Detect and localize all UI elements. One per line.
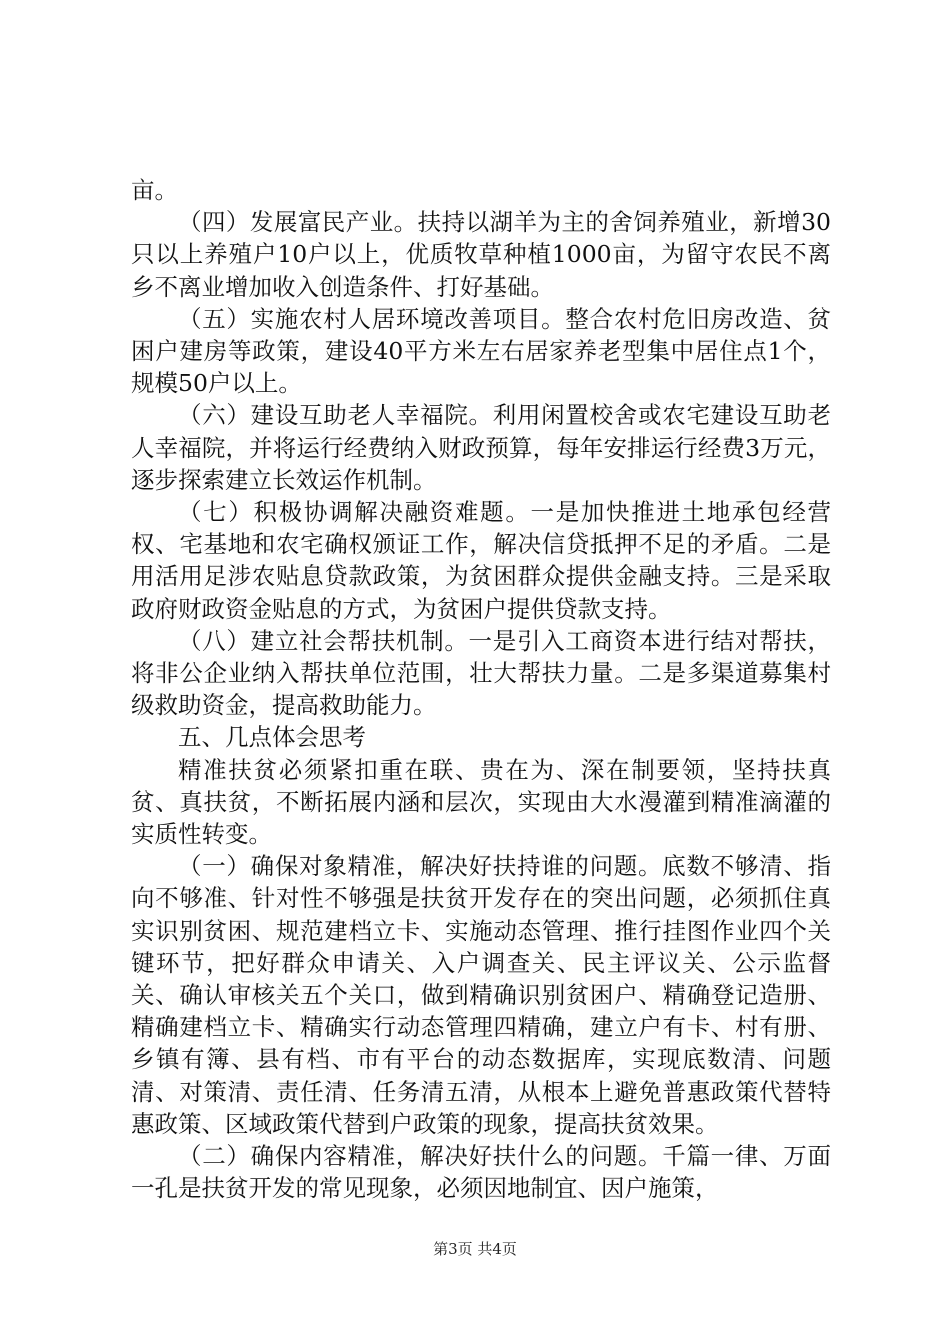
- paragraph: （四）发展富民产业。扶持以湖羊为主的舍饲养殖业，新增30只以上养殖户10户以上，优质牧草种植1000亩，为留守农民不离乡不离业增加收入创造条件、打好基础。: [131, 208, 831, 301]
- paragraph: （五）实施农村人居环境改善项目。整合农村危旧房改造、贫困户建房等政策，建设40平方米左右居家养老型集中居住点1个，规模50户以上。: [131, 304, 831, 398]
- page-footer: 第3页 共4页: [433, 1240, 517, 1258]
- paragraph: （一）确保对象精准，解决好扶持谁的问题。底数不够清、指向不够准、针对性不够强是扶贫开发存在的突出问题，必须抓住真实识别贫困、规范建档立卡、实施动态管理、推行挂图作业四个关键环节，把好群众申请关、入户调查关、民主评议关、公示监督关、确认审核关五个关口，做到精确识别贫困户、精确登记造册、精确建档立卡、精确实行动态管理四精确，建立户有卡、村有册、乡镇有簿、县有档、市有平台的动态数据库，实现底数清、问题清、对策清、责任清、任务清五清，从根本上避免普惠政策代替特惠政策、区域政策代替到户政策的现象，提高扶贫效果。: [131, 852, 831, 1138]
- paragraph: 五、几点体会思考: [178, 723, 366, 752]
- paragraph: （二）确保内容精准，解决好扶什么的问题。千篇一律、万面一孔是扶贫开发的常见现象，必须因地制宜、因户施策，: [131, 1142, 831, 1203]
- paragraph: （六）建设互助老人幸福院。利用闲置校舍或农宅建设互助老人幸福院，并将运行经费纳入财政预算，每年安排运行经费3万元，逐步探索建立长效运作机制。: [131, 401, 831, 494]
- paragraph: 精准扶贫必须紧扣重在联、贵在为、深在制要领，坚持扶真贫、真扶贫，不断拓展内涵和层次，实现由大水漫灌到精准滴灌的实质性转变。: [131, 755, 831, 849]
- paragraph: 亩。: [131, 176, 178, 204]
- paragraph: （七）积极协调解决融资难题。一是加快推进土地承包经营权、宅基地和农宅确权颁证工作，解决信贷抵押不足的矛盾。二是用活用足涉农贴息贷款政策，为贫困群众提供金融支持。三是采取政府财政资金贴息的方式，为贫困户提供贷款支持。: [131, 498, 831, 623]
- paragraph: （八）建立社会帮扶机制。一是引入工商资本进行结对帮扶，将非公企业纳入帮扶单位范围，壮大帮扶力量。二是多渠道募集村级救助资金，提高救助能力。: [131, 626, 831, 720]
- document-body: [131, 174, 831, 1205]
